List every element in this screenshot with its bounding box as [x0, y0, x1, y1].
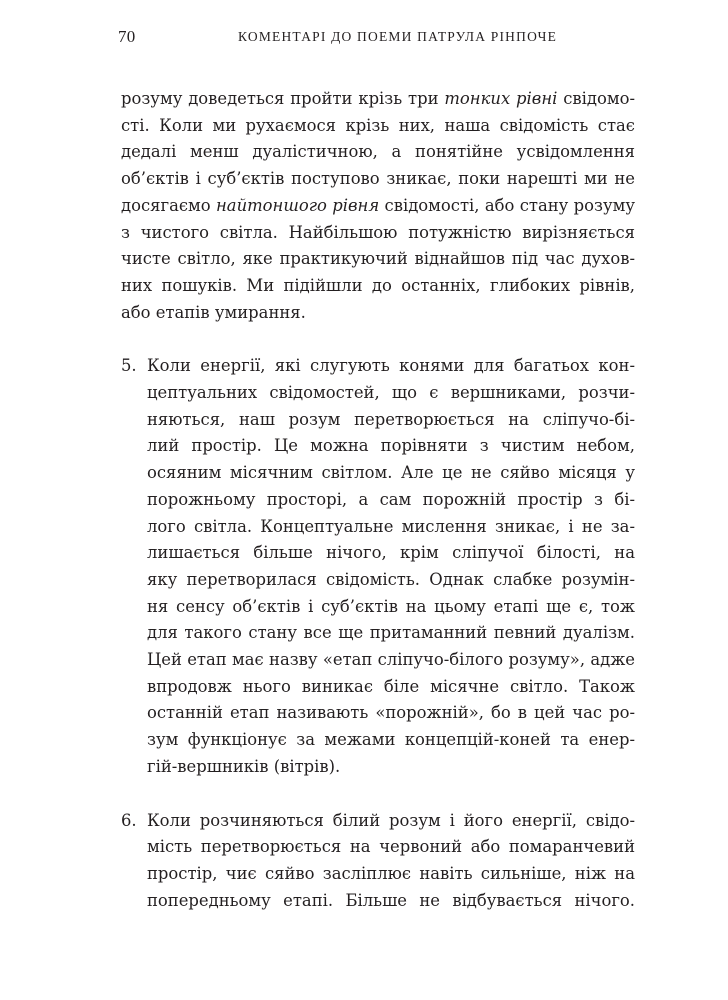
emphasis: найтоншого рівня — [216, 195, 380, 215]
text-line: мість перетворюється на червоний або помаранчевий — [147, 837, 635, 857]
text-line: гій-вершників (вітрів). — [147, 756, 341, 776]
text-line: осяяним місячним світлом. Але це не сяйво місяця у — [147, 463, 635, 483]
intro-paragraph — [121, 86, 635, 326]
text-line: об’єктів і суб’єктів поступово зникає, поки нарешті ми не — [121, 169, 635, 189]
page-body — [121, 86, 635, 914]
text-line: дедалі менш дуалістичною, а понятійне усвідомлення — [121, 142, 635, 162]
text-line: цептуальних свідомостей, що є вершниками, розчи- — [147, 383, 635, 403]
text-line: порожньому просторі, а сам порожній простір з бі- — [147, 489, 635, 509]
text-line: зум функціонує за межами концепцій-коней та енер- — [147, 730, 635, 750]
text-line: з чистого світла. Найбільшою потужністю вирізняється — [121, 222, 635, 242]
text-line: для такого стану все ще притаманний певний дуалізм. — [147, 623, 635, 643]
text-line: останній етап називають «порожній», бо в цей час ро- — [147, 703, 635, 723]
text-line: розуму доведеться пройти крізь три тонких рівні свідомо- — [121, 89, 635, 108]
text-line: ня сенсу об’єктів і суб’єктів на цьому етапі ще є, тож — [147, 596, 635, 616]
text-line: чисте світло, яке практикуючий віднайшов під час духов- — [121, 249, 635, 269]
text-line: досягаємо найтоншого рівня свідомості, або стану розуму — [121, 195, 635, 215]
text-line: простір, чиє сяйво засліплює навіть сильніше, ніж на — [147, 863, 635, 883]
page-number: 70 — [118, 27, 136, 46]
text-line: 5. Коли енергії, які слугують конями для багатьох кон- — [121, 353, 635, 380]
item-number: 6. — [121, 810, 137, 830]
item-number: 5. — [121, 356, 137, 376]
text-line: лий простір. Це можна порівняти з чистим небом, — [147, 436, 635, 456]
text-line: 6. Коли розчиняються білий розум і його енергії, свідо- — [121, 808, 635, 835]
text-line: няються, наш розум перетворюється на сліпучо-бі- — [147, 409, 635, 429]
list-item-5 — [121, 353, 635, 780]
text-line: яку перетворилася свідомість. Однак слабке розумін- — [147, 569, 635, 589]
text-line: них пошуків. Ми підійшли до останніх, глибоких рівнів, — [121, 275, 635, 295]
running-title: КОМЕНТАРІ ДО ПОЕМИ ПАТРУЛА РІНПОЧЕ — [238, 29, 558, 44]
text-line: сті. Коли ми рухаємося крізь них, наша свідомість стає — [121, 115, 635, 135]
text-line: впродовж нього виникає біле місячне світло. Також — [147, 676, 635, 696]
paragraph-gap — [121, 781, 635, 808]
text-line: попередньому етапі. Більше не відбувається нічого. — [147, 890, 635, 910]
emphasis: тонких рівні — [444, 89, 558, 108]
text-line: Цей етап має назву «етап сліпучо-білого розуму», адже — [147, 650, 635, 670]
text-line: лого світла. Концептуальне мислення зникає, і не за- — [147, 516, 635, 536]
list-item-6 — [121, 808, 635, 915]
paragraph-gap — [121, 326, 635, 353]
running-header — [118, 27, 640, 49]
text-line: лишається більше нічого, крім сліпучої білості, на — [147, 543, 635, 563]
text-line: або етапів умирання. — [121, 302, 306, 322]
